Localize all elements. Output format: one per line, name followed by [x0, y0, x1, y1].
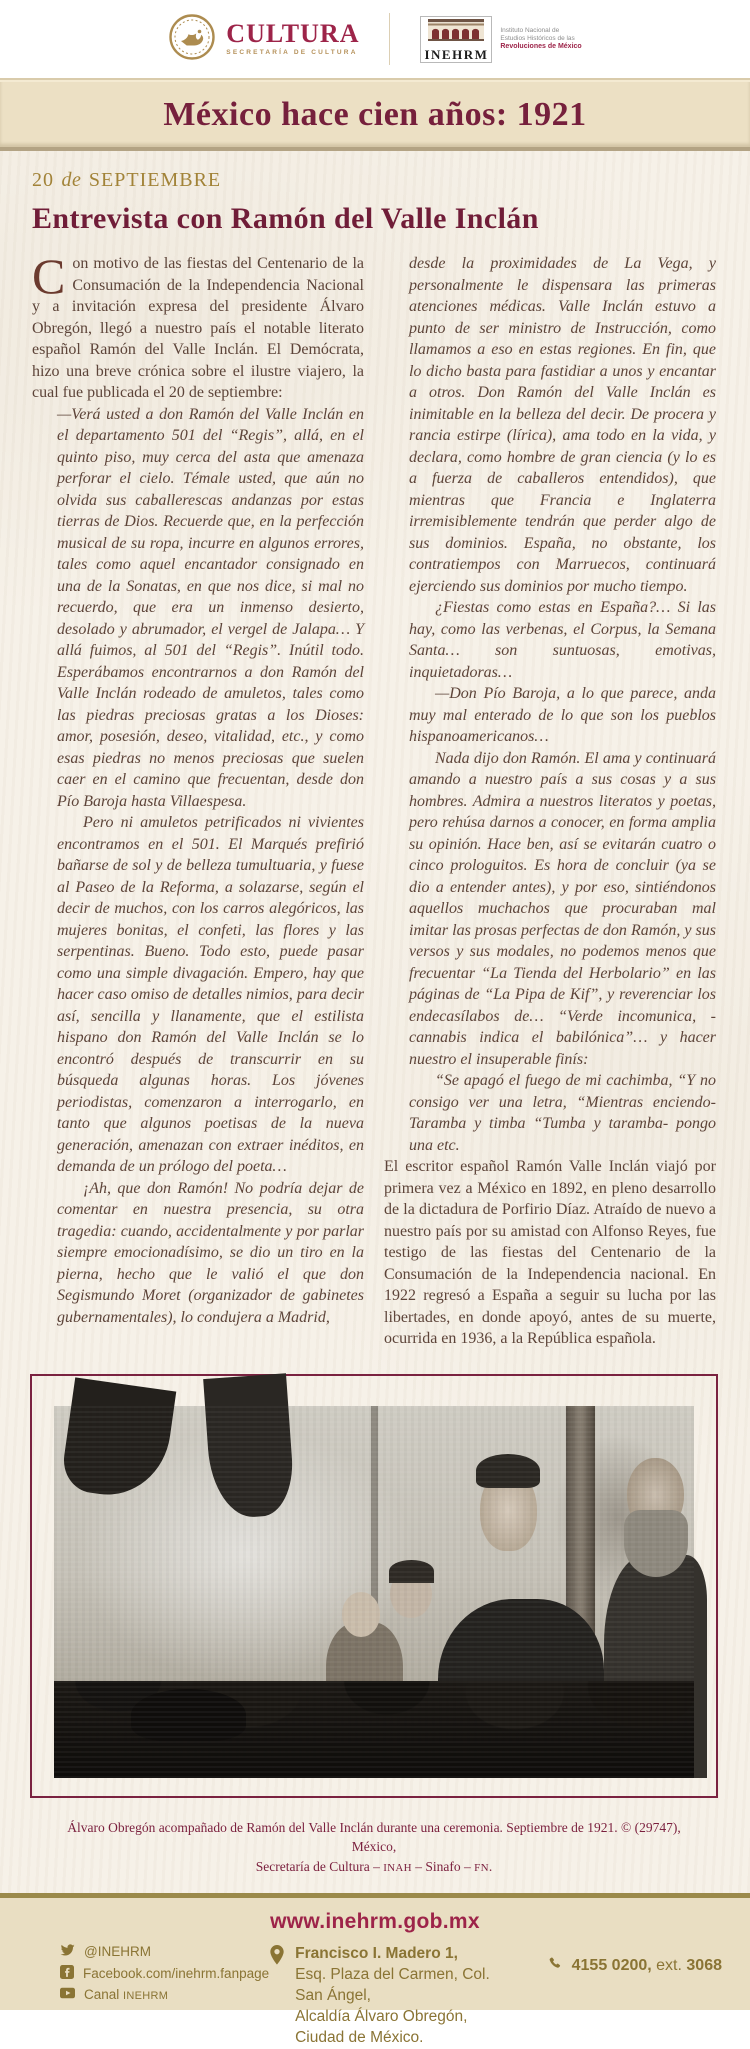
footer [0, 1893, 750, 2046]
footer-row [0, 1944, 750, 2049]
lead-paragraph [32, 248, 364, 404]
address-line3: Alcaldía Álvaro Obregón, Ciudad de México. [295, 2007, 468, 2046]
youtube-sc: INEHRM [123, 1989, 169, 2002]
twitter-label: @INEHRM [84, 1944, 151, 1960]
article-title: Entrevista con Ramón del Valle Inclán [32, 202, 539, 236]
quote-paragraph: “Se apagó el fuego de mi cachimba, “Y no consigo ver una letra, “Mientras enciendo-Taramba y timba “Tumba y taramba- pongo una etc. [409, 1072, 716, 1154]
dropcap: C [32, 248, 66, 305]
cultura-wordmark: CULTURA [226, 19, 360, 49]
caption-line1: Álvaro Obregón acompañado de Ramón del Valle Inclán durante una ceremonia. Septiembre de 1921. © (29747), México, [67, 1819, 681, 1855]
phone-ext-label: ext. [656, 1957, 682, 1975]
inehrm-line2: Estudios Históricos de las [500, 34, 575, 42]
youtube-label [84, 1987, 168, 2002]
interview-quote-right [409, 253, 716, 1156]
website-link[interactable]: www.inehrm.gob.mx [270, 1909, 480, 1933]
article-figure [30, 1374, 716, 1798]
series-banner [0, 78, 750, 151]
facebook-icon [60, 1965, 74, 1982]
phone-icon [547, 1956, 563, 1977]
facebook-label: Facebook.com/inehrm.fanpage [83, 1965, 270, 1981]
series-title: México hace cien años: 1921 [163, 96, 587, 133]
quote-paragraph: ¡Ah, que don Ramón! No podría dejar de comentar en nuestra presencia, su otra tragedia: cuando, accidentalmente y por parlar siempre emocionadísimo, se dio un tiro en la pierna, hecho que le valió el que don Segismundo Moret (organizador de gabinetes gubernamentales), lo condujera a Madrid, [57, 1179, 364, 1326]
phone-number: 4155 0200, [571, 1957, 652, 1975]
cultura-subtitle: SECRETARÍA DE CULTURA [226, 49, 358, 57]
caption-text: Secretaría de Cultura – [255, 1859, 384, 1875]
photo-frame [30, 1374, 718, 1798]
interview-quote-left [57, 404, 364, 1329]
location-pin-icon [269, 1944, 285, 2049]
article-date [32, 169, 716, 192]
date-month: SEPTIEMBRE [88, 169, 222, 192]
phone-ext: 3068 [686, 1957, 722, 1975]
twitter-link[interactable] [60, 1944, 269, 1960]
youtube-prefix: Canal [84, 1986, 124, 2002]
youtube-link[interactable] [60, 1987, 269, 2002]
inehrm-building-icon [428, 19, 484, 46]
caption-fn: FN [474, 1862, 489, 1875]
inehrm-line1: Instituto Nacional de [500, 26, 560, 34]
quote-paragraph: desde la proximidades de La Vega, y personalmente le dispensara las primeras atenciones médicas. Valle Inclán estuvo a punto de ser ministro de Instrucción, como llamamos a eso en estas regiones. En fin, que lo dicho basta para fastidiar a unos y encantar a otros. Don Ramón del Valle Inclán es inimitable en la belleza del decir. De procera y rancia estirpe (lírica), ama todo en la vida, y declara, como hombre de gran ciencia (y lo es a fuerza de caballeros entendidos), que mientras que Francia e Inglaterra irremisiblemente tendrán que perder algo de sus dominios. España, no obstante, los contratiempos con Marruecos, continuará ejerciendo sus dominios por mucho tiempo. [409, 255, 716, 595]
article-columns [32, 248, 716, 1350]
address-block [269, 1944, 519, 2049]
social-links [60, 1944, 269, 2002]
quote-paragraph: Pero ni amuletos petrificados ni vivientes encontramos en el 501. El Marqués prefirió bañarse de sol y de belleza tumultuaria, y fuese al Paseo de la Reforma, a solazarse, según el decir de muchos, con los carros alegóricos, las mujeres bonitas, el confeti, las flores y las serpentinas. Bueno. Todo esto, puede pasar como una simple divagación. Empero, hay que hacer caso omiso de detalles nimios, para decir así, sencilla y llanamente, que el estilista hispano don Ramón del Valle Inclán se lo encontró después de transcurrir en su búsqueda algunas horas. Los jóvenes periodistas, comenzaron a interrogarlo, en tanto que algunos poetisas de la nueva generación, amenazan con extraer inéditos, en demanda de un prólogo del poeta… [57, 814, 364, 1176]
caption-inah: INAH [383, 1862, 412, 1875]
facebook-link[interactable] [60, 1965, 269, 1982]
cultura-seal-icon [168, 13, 216, 66]
address-line2: Esq. Plaza del Carmen, Col. San Ángel, [295, 1965, 490, 2004]
logo-divider [389, 13, 390, 65]
quote-paragraph: ¿Fiestas como estas en España?… Si las hay, como las verbenas, el Corpus, la Semana Santa… son suntuosas, emotivas, inquietadoras… [409, 599, 716, 681]
caption-line2 [59, 1857, 689, 1877]
quote-paragraph: —Don Pío Baroja, a lo que parece, anda muy mal enterado de lo que son los pueblos hispanoamericanos… [409, 685, 716, 746]
lead-text: on motivo de las fiestas del Centenario de la Consumación de la Independencia Nacional y a invitación expresa del presidente Álvaro Obregón, llegó a nuestro país el notable literato español Ramón del Valle Inclán. El Demócrata, hizo una breve crónica sobre el ilustre viajero, la cual fue publicada el 20 de septiembre: [32, 255, 364, 402]
twitter-icon [60, 1944, 75, 1960]
inehrm-acronym: INEHRM [424, 46, 489, 62]
address-line1: Francisco I. Madero 1, [295, 1944, 458, 1962]
column-right [384, 253, 716, 1350]
youtube-icon [60, 1987, 75, 2002]
caption-text: . [488, 1859, 493, 1875]
date-day: 20 [32, 169, 54, 192]
quote-paragraph: —Verá usted a don Ramón del Valle Inclán en el departamento 501 del “Regis”, allá, en el quinto piso, muy cerca del asta que amenaza perforar el cielo. Témale usted, que aún no olvida sus caballerescas andanzas por estas tierras de Dios. Recuerde que, en la perfección musical de su ropa, incurre en algunos errores, tales como aquel encantador consignado en una de la Sonatas, en que nos dice, si mal no recuerdo, que era un inmenso desierto, desolado y abrumador, el vergel de Jalapa… Y allá fuimos, al 501 del “Regis”. Inútil todo. Esperábamos encontrarnos a don Ramón del Valle Inclán rodeado de amuletos, tales como las piedras preciosas gratas a los Dioses: amor, posesión, deseo, vitalidad, etc., y como esas piedras no menos preciosas que suelen caer en el camino que frecuentan, desde don Pío Baroja hasta Villaespesa. [57, 405, 364, 810]
phone-block [547, 1956, 722, 1977]
closing-paragraph: El escritor español Ramón Valle Inclán viajó por primera vez a México en 1892, en pleno desarrollo de la dictadura de Porfirio Díaz. Atraído de nuevo a nuestro país por su amistad con Alfonso Reyes, fue testigo de las fiestas del Centenario de la Consumación de la Independencia nacional. En 1922 regresó a España a seguir su lucha por las libertades, en donde apoyó, antes de su muerte, ocurrida en 1936, a la República española. [384, 1158, 716, 1348]
column-left [32, 248, 364, 1350]
article-content [0, 151, 750, 1893]
photo-caption [59, 1818, 689, 1877]
institutional-header [0, 0, 750, 78]
date-de: de [61, 169, 82, 192]
historical-photo [54, 1406, 694, 1778]
caption-text: – Sinafo – [411, 1859, 475, 1875]
inehrm-logo[interactable] [420, 16, 581, 63]
inehrm-line3: Revoluciones de México [500, 42, 582, 50]
cultura-logo[interactable] [168, 13, 359, 66]
photo-grain-overlay [54, 1406, 694, 1778]
quote-paragraph: Nada dijo don Ramón. El ama y continuará amando a nuestro país a sus cosas y a sus hombres. Admira a nuestros literatos y poetas, pero rehúsa darnos a conocer, en forma amplia su opinión. Hace ben, así se evitarán cuatro o cinco prologuitos. Es hora de concluir (ya se dio a entender antes), y por eso, sintiéndonos aquellos muchachos que procuraban mal imitar las prosas perfectas de don Ramón, y sus versos y sus modales, no podemos menos que frecuentar “La Tienda del Herbolario” en las páginas de “La Pipa de Kif”, y reverenciar los endecasílabos de… “Verde incomunica, -cannabis indica el babilónica”… y hacer nuestro el insuperable finís: [409, 749, 716, 1068]
